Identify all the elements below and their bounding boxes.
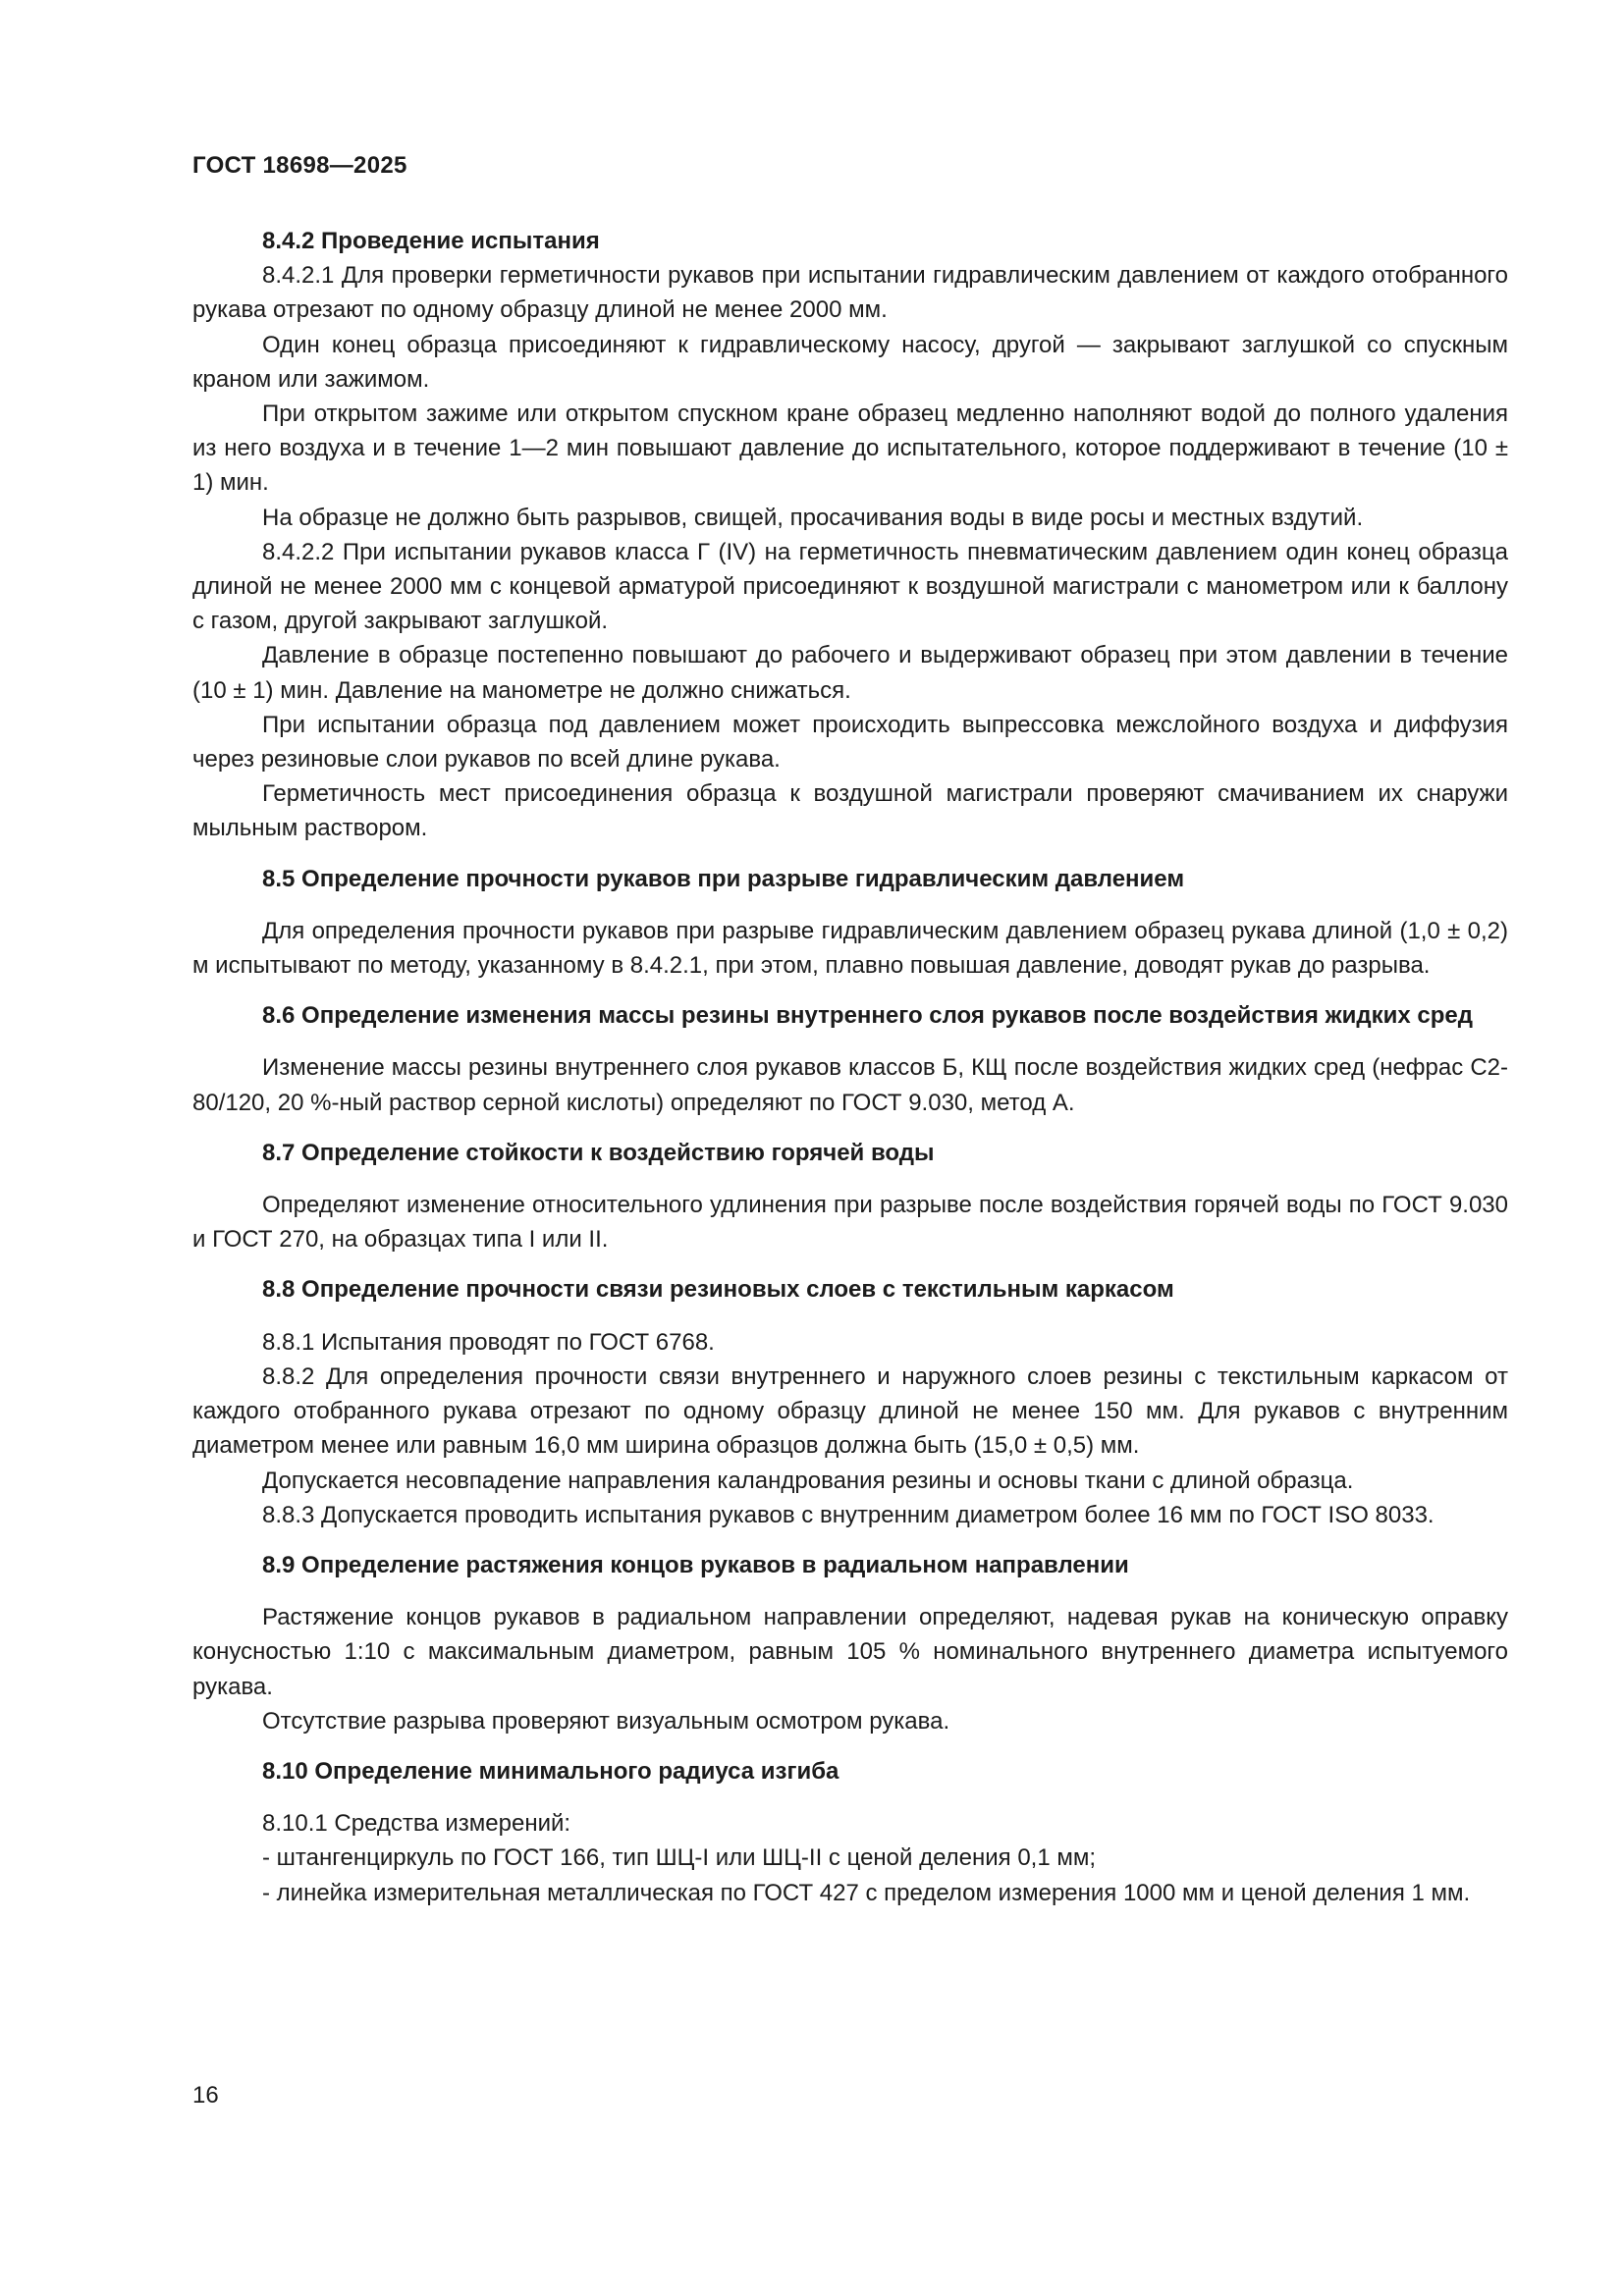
paragraph: 8.8.2 Для определения прочности связи внутреннего и наружного слоев резины с текстильным каркасом от каждого отобранного рукава отрезают по одному образцу длиной не менее 150 мм. Для рукавов с внутренним диаметром менее или равным 16,0 мм ширина образцов должна быть (15,0 ± 0,5) мм. <box>192 1362 1508 1460</box>
document-code: ГОСТ 18698—2025 <box>192 152 407 179</box>
paragraph: На образце не должно быть разрывов, свищей, просачивания воды в виде росы и местных вздутий. <box>262 504 1364 531</box>
paragraph: Герметичность мест присоединения образца к воздушной магистрали проверяют смачиванием их снаружи мыльным раствором. <box>192 780 1508 842</box>
paragraph: Определяют изменение относительного удлинения при разрыве после воздействия горячей воды по ГОСТ 9.030 и ГОСТ 270, на образцах типа I или II. <box>192 1192 1508 1254</box>
section-heading-8-6: 8.6 Определение изменения массы резины внутреннего слоя рукавов после воздействия жидких сред <box>262 1002 1473 1030</box>
paragraph: 8.4.2.1 Для проверки герметичности рукавов при испытании гидравлическим давлением от каждого отобранного рукава отрезают по одному образцу длиной не менее 2000 мм. <box>192 262 1508 324</box>
paragraph: Для определения прочности рукавов при разрыве гидравлическим давлением образец рукава длиной (1,0 ± 0,2) м испытывают по методу, указанному в 8.4.2.1, при этом, плавно повышая давление, доводят рукав до разрыва. <box>192 917 1508 980</box>
paragraph: Изменение массы резины внутреннего слоя рукавов классов Б, КЩ после воздействия жидких сред (нефрас С2-80/120, 20 %-ный раствор серной кислоты) определяют по ГОСТ 9.030, метод А. <box>192 1054 1508 1116</box>
paragraph: Допускается несовпадение направления каландрования резины и основы ткани с длиной образца. <box>262 1467 1354 1494</box>
section-heading-8-7: 8.7 Определение стойкости к воздействию горячей воды <box>262 1139 935 1166</box>
paragraph: 8.4.2.2 При испытании рукавов класса Г (IV) на герметичность пневматическим давлением один конец образца длиной не менее 2000 мм с концевой арматурой присоединяют к воздушной магистрали с манометром или к баллону с газом, другой закрывают заглушкой. <box>192 538 1508 635</box>
section-heading-8-4-2: 8.4.2 Проведение испытания <box>262 228 600 254</box>
list-item: - штангенциркуль по ГОСТ 166, тип ШЦ-I или ШЦ-II с ценой деления 0,1 мм; <box>262 1844 1097 1872</box>
paragraph: 8.8.3 Допускается проводить испытания рукавов с внутренним диаметром более 16 мм по ГОСТ ISO 8033. <box>262 1501 1435 1528</box>
section-heading-8-8: 8.8 Определение прочности связи резиновых слоев с текстильным каркасом <box>262 1276 1174 1304</box>
paragraph: Давление в образце постепенно повышают до рабочего и выдерживают образец при этом давлении в течение (10 ± 1) мин. Давление на манометре не должно снижаться. <box>192 642 1508 704</box>
paragraph: Один конец образца присоединяют к гидравлическому насосу, другой — закрывают заглушкой со спускным краном или зажимом. <box>192 331 1508 393</box>
section-heading-8-10: 8.10 Определение минимального радиуса изгиба <box>262 1757 839 1785</box>
page-number: 16 <box>192 2082 219 2109</box>
paragraph: При открытом зажиме или открытом спускном кране образец медленно наполняют водой до полного удаления из него воздуха и в течение 1—2 мин повышают давление до испытательного, которое поддерживают в течение (10 ± 1) мин. <box>192 400 1508 497</box>
paragraph: 8.10.1 Средства измерений: <box>262 1810 571 1838</box>
list-item: - линейка измерительная металлическая по ГОСТ 427 с пределом измерения 1000 мм и ценой деления 1 мм. <box>262 1879 1471 1906</box>
paragraph: Растяжение концов рукавов в радиальном направлении определяют, надевая рукав на коническую оправку конусностью 1:10 с максимальным диаметром, равным 105 % номинального внутреннего диаметра испытуемого рукава. <box>192 1604 1508 1700</box>
paragraph: При испытании образца под давлением может происходить выпрессовка межслойного воздуха и диффузия через резиновые слои рукавов по всей длине рукава. <box>192 711 1508 774</box>
paragraph: 8.8.1 Испытания проводят по ГОСТ 6768. <box>262 1328 715 1356</box>
section-heading-8-5: 8.5 Определение прочности рукавов при разрыве гидравлическим давлением <box>262 865 1185 892</box>
paragraph: Отсутствие разрыва проверяют визуальным осмотром рукава. <box>262 1707 950 1735</box>
document-body <box>192 224 1508 1910</box>
section-heading-8-9: 8.9 Определение растяжения концов рукавов в радиальном направлении <box>262 1551 1129 1578</box>
